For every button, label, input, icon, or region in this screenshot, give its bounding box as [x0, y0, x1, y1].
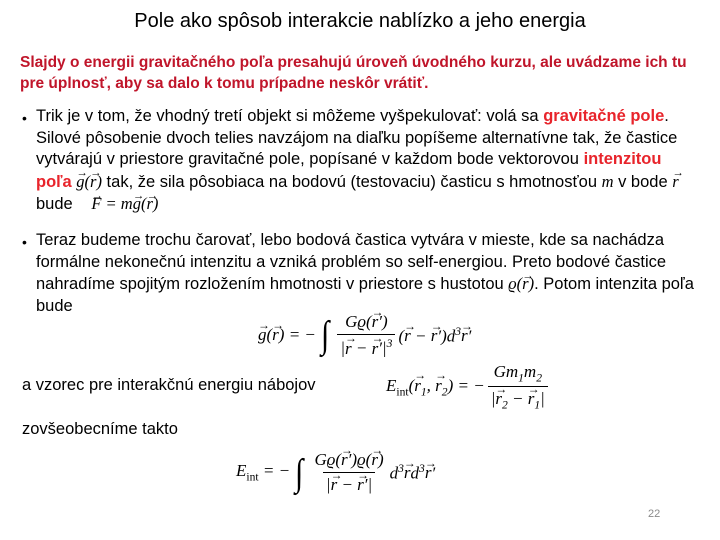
symbol-m: m: [601, 171, 614, 191]
text-generalize: zovšeobecníme takto: [22, 420, 178, 438]
term-field-intensity: intenzitou poľa: [36, 150, 662, 191]
formula-rho-of-r: ϱ(r →): [508, 274, 534, 293]
paragraph-self-energy: Teraz budeme trochu čarovať, lebo bodová častica vytvára v mieste, kde sa nachádza formálne nekonečnú intenzitu a vzniká problém so self-energiou. Preto bodové častice nahradíme spojitým rozložením hmotnosti v priestore s hustotou ϱ(r →). Potom intenzita poľa bude: [36, 230, 696, 317]
formula-g-of-r: g →(r →): [76, 172, 102, 191]
advanced-note: Slajdy o energii gravitačného poľa presahujú úroveň úvodného kurzu, ale uvádzame ich tu pre úplnosť, aby sa dalo k tomu prípadne neskôr vrátiť.: [20, 54, 687, 92]
bullet-icon: •: [22, 234, 27, 250]
bullet-icon: •: [22, 110, 27, 126]
term-gravitational-field: gravitačné pole: [543, 107, 665, 125]
equation-field-intensity: g →(r →) = − ∫ $\frac{Gϱ(r \to')}{|r \to - r \to'|^3}$ (r → − $r \to')d^3r$ →′: [258, 312, 471, 359]
paragraph-field-intro: Trik je v tom, že vhodný tretí objekt si môžeme vyšpekulovať: volá sa gravitačné pole. Silové pôsobenie dvoch telies navzájom na diaľku popíšeme alternatívne tak, že častice vytvárajú v priestore gravitačné pole, popísané v každom bode vektorovou intenzitou poľa g →(r →) tak, že sila pôsobiaca na bodovú (testovaciu) časticu s hmotnosťou m v bode r → bude F → = mg →(r →): [36, 106, 696, 216]
equation-generalized-energy: $E_{int}$ = − ∫ $\frac{Gϱ(r \to')ϱ(r \to)}{|r \to - r \to'|}$ $d^3r \to d^3r$ →′: [236, 450, 435, 495]
text-interaction-energy: a vzorec pre interakčnú energiu nábojov: [22, 376, 316, 394]
symbol-r: r →: [672, 172, 678, 191]
slide-title: Pole ako spôsob interakcie nablízko a jeho energia: [134, 10, 586, 32]
formula-force: F → = mg →(r →): [91, 194, 158, 213]
equation-interaction-energy: $E_{int}(r \to_1$, $r \to_2$) = − $\frac{Gm_1m_2}{|r \to_2 - r \to_1|}$: [386, 362, 551, 412]
page-number: 22: [648, 508, 661, 520]
